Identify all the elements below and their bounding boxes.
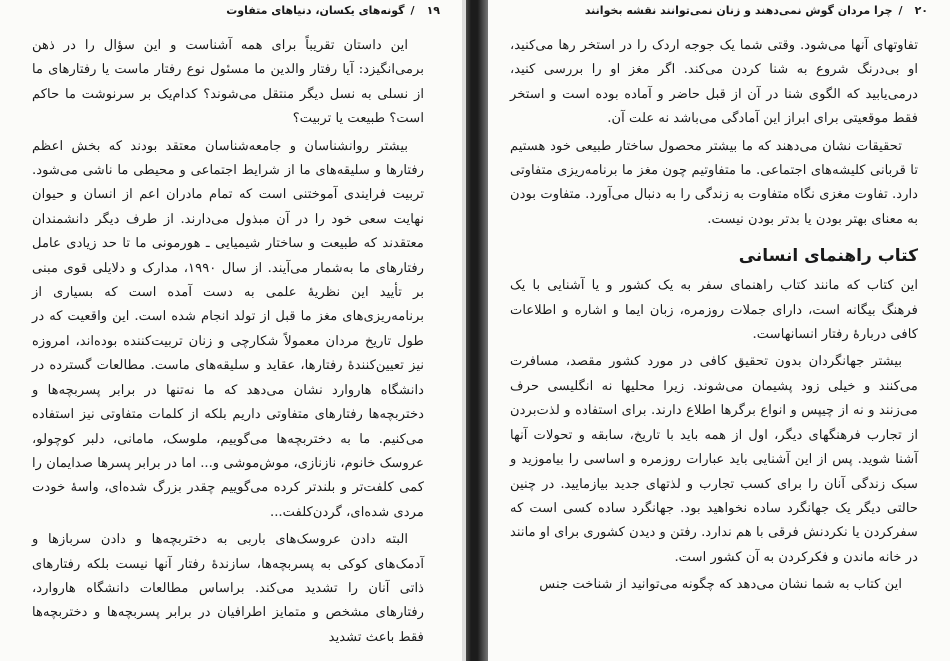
paragraph: این داستان تقریباً برای همه آشناست و این سؤال را در ذهن برمی‌انگیزد: آیا رفتار والدین ما مسئول نوع رفتار ماست یا رفتارهای ما از نسلی به نسل دیگر منتقل می‌شوند؟ کدام‌یک بر سرنوشت ما حاکم است؟ طبیعت یا تربیت؟: [32, 38, 424, 127]
paragraph: بیشتر جهانگردان بدون تحقیق کافی در مورد کشور مقصد، مسافرت می‌کنند و خیلی زود پشیمان می‌شوند. زیرا محلیها نه انگلیسی حرف می‌زنند و نه از چیپس و انواع برگرها اطلاع دارند. برای استفاده و لذت‌بردن از تجارب فرهنگهای دیگر، اول از همه باید با تاریخ، سابقه و تحولات آنها آشنا شوید. پس از این آشنایی باید عبارات روزمره و اساسی را بیاموزید و سبک زندگی آنان را برای کسب تجارب و لذتهای جدید بیازمایید. در چنین حالتی دیگر یک جهانگرد ساده نخواهید بود. جهانگرد ساده کسی است که سفرکردن یا نکردنش فرقی با هم ندارد. رفتن و دیدن کشوری برای او مانند در خانه ماندن و فکرکردن به آن کشور است.: [510, 354, 918, 565]
right-page: [488, 0, 950, 661]
right-page-body: [510, 34, 918, 598]
header-separator: /: [898, 4, 903, 17]
running-header-right: [508, 4, 928, 17]
left-page-body: [32, 34, 424, 650]
gutter-edge: [462, 0, 466, 661]
left-page: [0, 0, 462, 661]
running-title: چرا مردان گوش نمی‌دهند و زنان نمی‌توانند نقشه بخوانند: [584, 4, 893, 17]
page-number: ۲۰: [914, 4, 928, 17]
paragraph: البته دادن عروسک‌های باربی به دختربچه‌ها و دادن سربازها و آدمک‌های کوکی به پسربچه‌ها، سازندهٔ رفتار آنها نیست بلکه رفتارهای ذاتی آنان را تشدید می‌کند. براساس مطالعات دانشگاه هاروارد، رفتارهای مشخص و متمایز اطرافیان در برابر پسربچه‌ها و دختربچه‌ها فقط باعث تشدید: [32, 532, 424, 645]
section-heading: کتاب راهنمای انسانی: [738, 246, 918, 267]
running-title: گونه‌های یکسان، دنیاهای متفاوت: [226, 4, 405, 17]
paragraph: این کتاب به شما نشان می‌دهد که چگونه می‌توانید از شناخت جنس: [539, 577, 902, 593]
running-header-left: [20, 4, 440, 17]
page-number: ۱۹: [426, 4, 440, 17]
paragraph: تحقیقات نشان می‌دهند که ما بیشتر محصول ساختار طبیعی خود هستیم تا قربانی کلیشه‌های اجتماعی. ما متفاوتیم چون مغز ما برنامه‌ریزی متفاوتی دارد. تفاوت مغزی نگاه متفاوت به زندگی را به دنبال می‌آورد. متفاوت بودن به معنای بهتر بودن یا بدتر بودن نیست.: [510, 138, 918, 227]
paragraph: این کتاب که مانند کتاب راهنمای سفر به یک کشور و یا آشنایی با یک فرهنگ بیگانه است، دارای جملات روزمره، زبان ایما و اشاره و اطلاعات کافی دربارهٔ رفتار انسانهاست.: [510, 278, 918, 343]
paragraph: تفاوتهای آنها می‌شود. وقتی شما یک جوجه اردک را در استخر رها می‌کنید، او بی‌درنگ شروع به شنا کردن می‌کند. اگر مغز او را بررسی کنید، درمی‌یابید که الگوی شنا در آن از قبل حاضر و آماده بوده است و استخر فقط موقعیتی برای ابراز این آمادگی می‌باشد نه علت آن.: [510, 38, 918, 127]
paragraph: بیشتر روانشناسان و جامعه‌شناسان معتقد بودند که بخش اعظم رفتارها و سلیقه‌های ما از شرایط اجتماعی و محیطی ما ناشی می‌شود. تربیت فرایندی آموختنی است که تمام مادران اعم از انسان و حیوان نهایت سعی خود را در آن مبذول می‌دارند. از طرف دیگر دانشمندان معتقدند که طبیعت و ساختار شیمیایی ـ هورمونی ما تا حد زیادی عامل رفتارهای ما به‌شمار می‌آیند. از سال ۱۹۹۰، مدارک و دلایلی قوی مبنی بر تأیید این نظریهٔ علمی به دست آمده است که بسیاری از برنامه‌ریزی‌های مغز ما قبل از تولد انجام شده است. این واقعیت که در طول تاریخ مردان معمولاً شکارچی و زنان تربیت‌کننده بوده‌اند، امروزه نیز تعیین‌کنندهٔ رفتارها، عقاید و سلیقه‌های ماست. مطالعات گسترده در دانشگاه هاروارد نشان می‌دهد که ما نه‌تنها در برابر پسربچه‌ها و دختربچه‌ها رفتارهای متفاوتی داریم بلکه از کلمات متفاوتی نیز استفاده می‌کنیم. ما به دختربچه‌ها می‌گوییم، ملوسک، مامانی، دلبر کوچولو، عروسک خانوم، نازنازی، موش‌موشی و... اما در برابر پسرها صدایمان را کمی کلفت‌تر و بلندتر کرده می‌گوییم چقدر بزرگ شده‌ای، واسهٔ خودت مردی شده‌ای، گردن‌کلفت...: [32, 138, 424, 520]
header-separator: /: [410, 4, 415, 17]
